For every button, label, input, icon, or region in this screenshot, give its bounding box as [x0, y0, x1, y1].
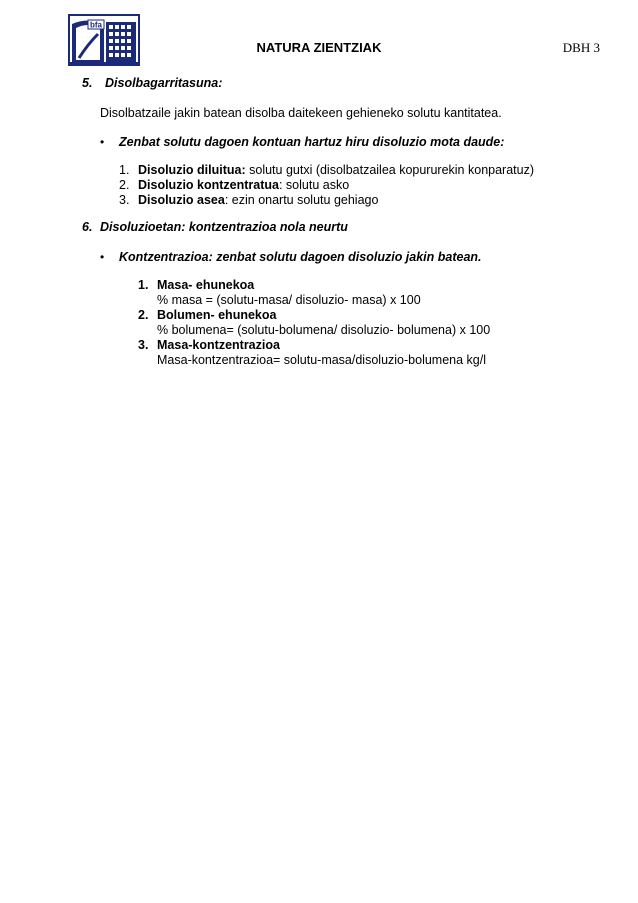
- list-item-term: Disoluzio diluitua:: [138, 163, 246, 177]
- list-item: [138, 193, 378, 207]
- logo-text: bfa: [90, 20, 102, 30]
- course-label: DBH 3: [562, 40, 600, 55]
- list-item-desc: : ezin onartu solutu gehiago: [224, 193, 379, 207]
- list-item-formula: % masa = (solutu-masa/ disoluzio- masa) x 100: [157, 293, 421, 307]
- list-item-number: 3.: [119, 193, 130, 207]
- list-item-desc: solutu gutxi (disolbatzailea kopururekin konparatuz): [245, 163, 534, 177]
- section6-heading: Disoluzioetan: kontzentrazioa nola neurtu: [100, 220, 348, 234]
- list-item-formula: % bolumena= (solutu-bolumena/ disoluzio- bolumena) x 100: [157, 323, 491, 337]
- list-item: [138, 163, 534, 177]
- list-item-title: Bolumen- ehunekoa: [157, 308, 277, 322]
- bullet-icon: •: [100, 250, 105, 264]
- section5-bullet-text: Zenbat solutu dagoen kontuan hartuz hiru disoluzio mota daude:: [119, 135, 505, 149]
- list-item: [138, 178, 349, 192]
- list-item-number: 1.: [119, 163, 130, 177]
- list-item-number: 3.: [138, 338, 149, 352]
- list-item-title: Masa- ehunekoa: [157, 278, 255, 292]
- list-item-number: 1.: [138, 278, 149, 292]
- list-item-number: 2.: [138, 308, 149, 322]
- section6-bullet-text: Kontzentrazioa: zenbat solutu dagoen disoluzio jakin batean.: [119, 250, 482, 264]
- list-item-term: Disoluzio kontzentratua: [138, 178, 279, 192]
- section6-number: 6.: [82, 220, 93, 234]
- section5-number: 5.: [82, 76, 93, 90]
- section5-definition: Disolbatzaile jakin batean disolba daitekeen gehieneko solutu kantitatea.: [100, 106, 502, 120]
- list-item-number: 2.: [119, 178, 130, 192]
- page-title: NATURA ZIENTZIAK: [256, 40, 382, 55]
- section5-heading: Disolbagarritasuna:: [105, 76, 223, 90]
- list-item-term: Disoluzio asea: [138, 193, 225, 207]
- list-item-title: Masa-kontzentrazioa: [157, 338, 280, 352]
- list-item-formula: Masa-kontzentrazioa= solutu-masa/disoluzio-bolumena kg/l: [157, 353, 486, 367]
- list-item-desc: : solutu asko: [278, 178, 350, 192]
- bullet-icon: •: [100, 135, 105, 149]
